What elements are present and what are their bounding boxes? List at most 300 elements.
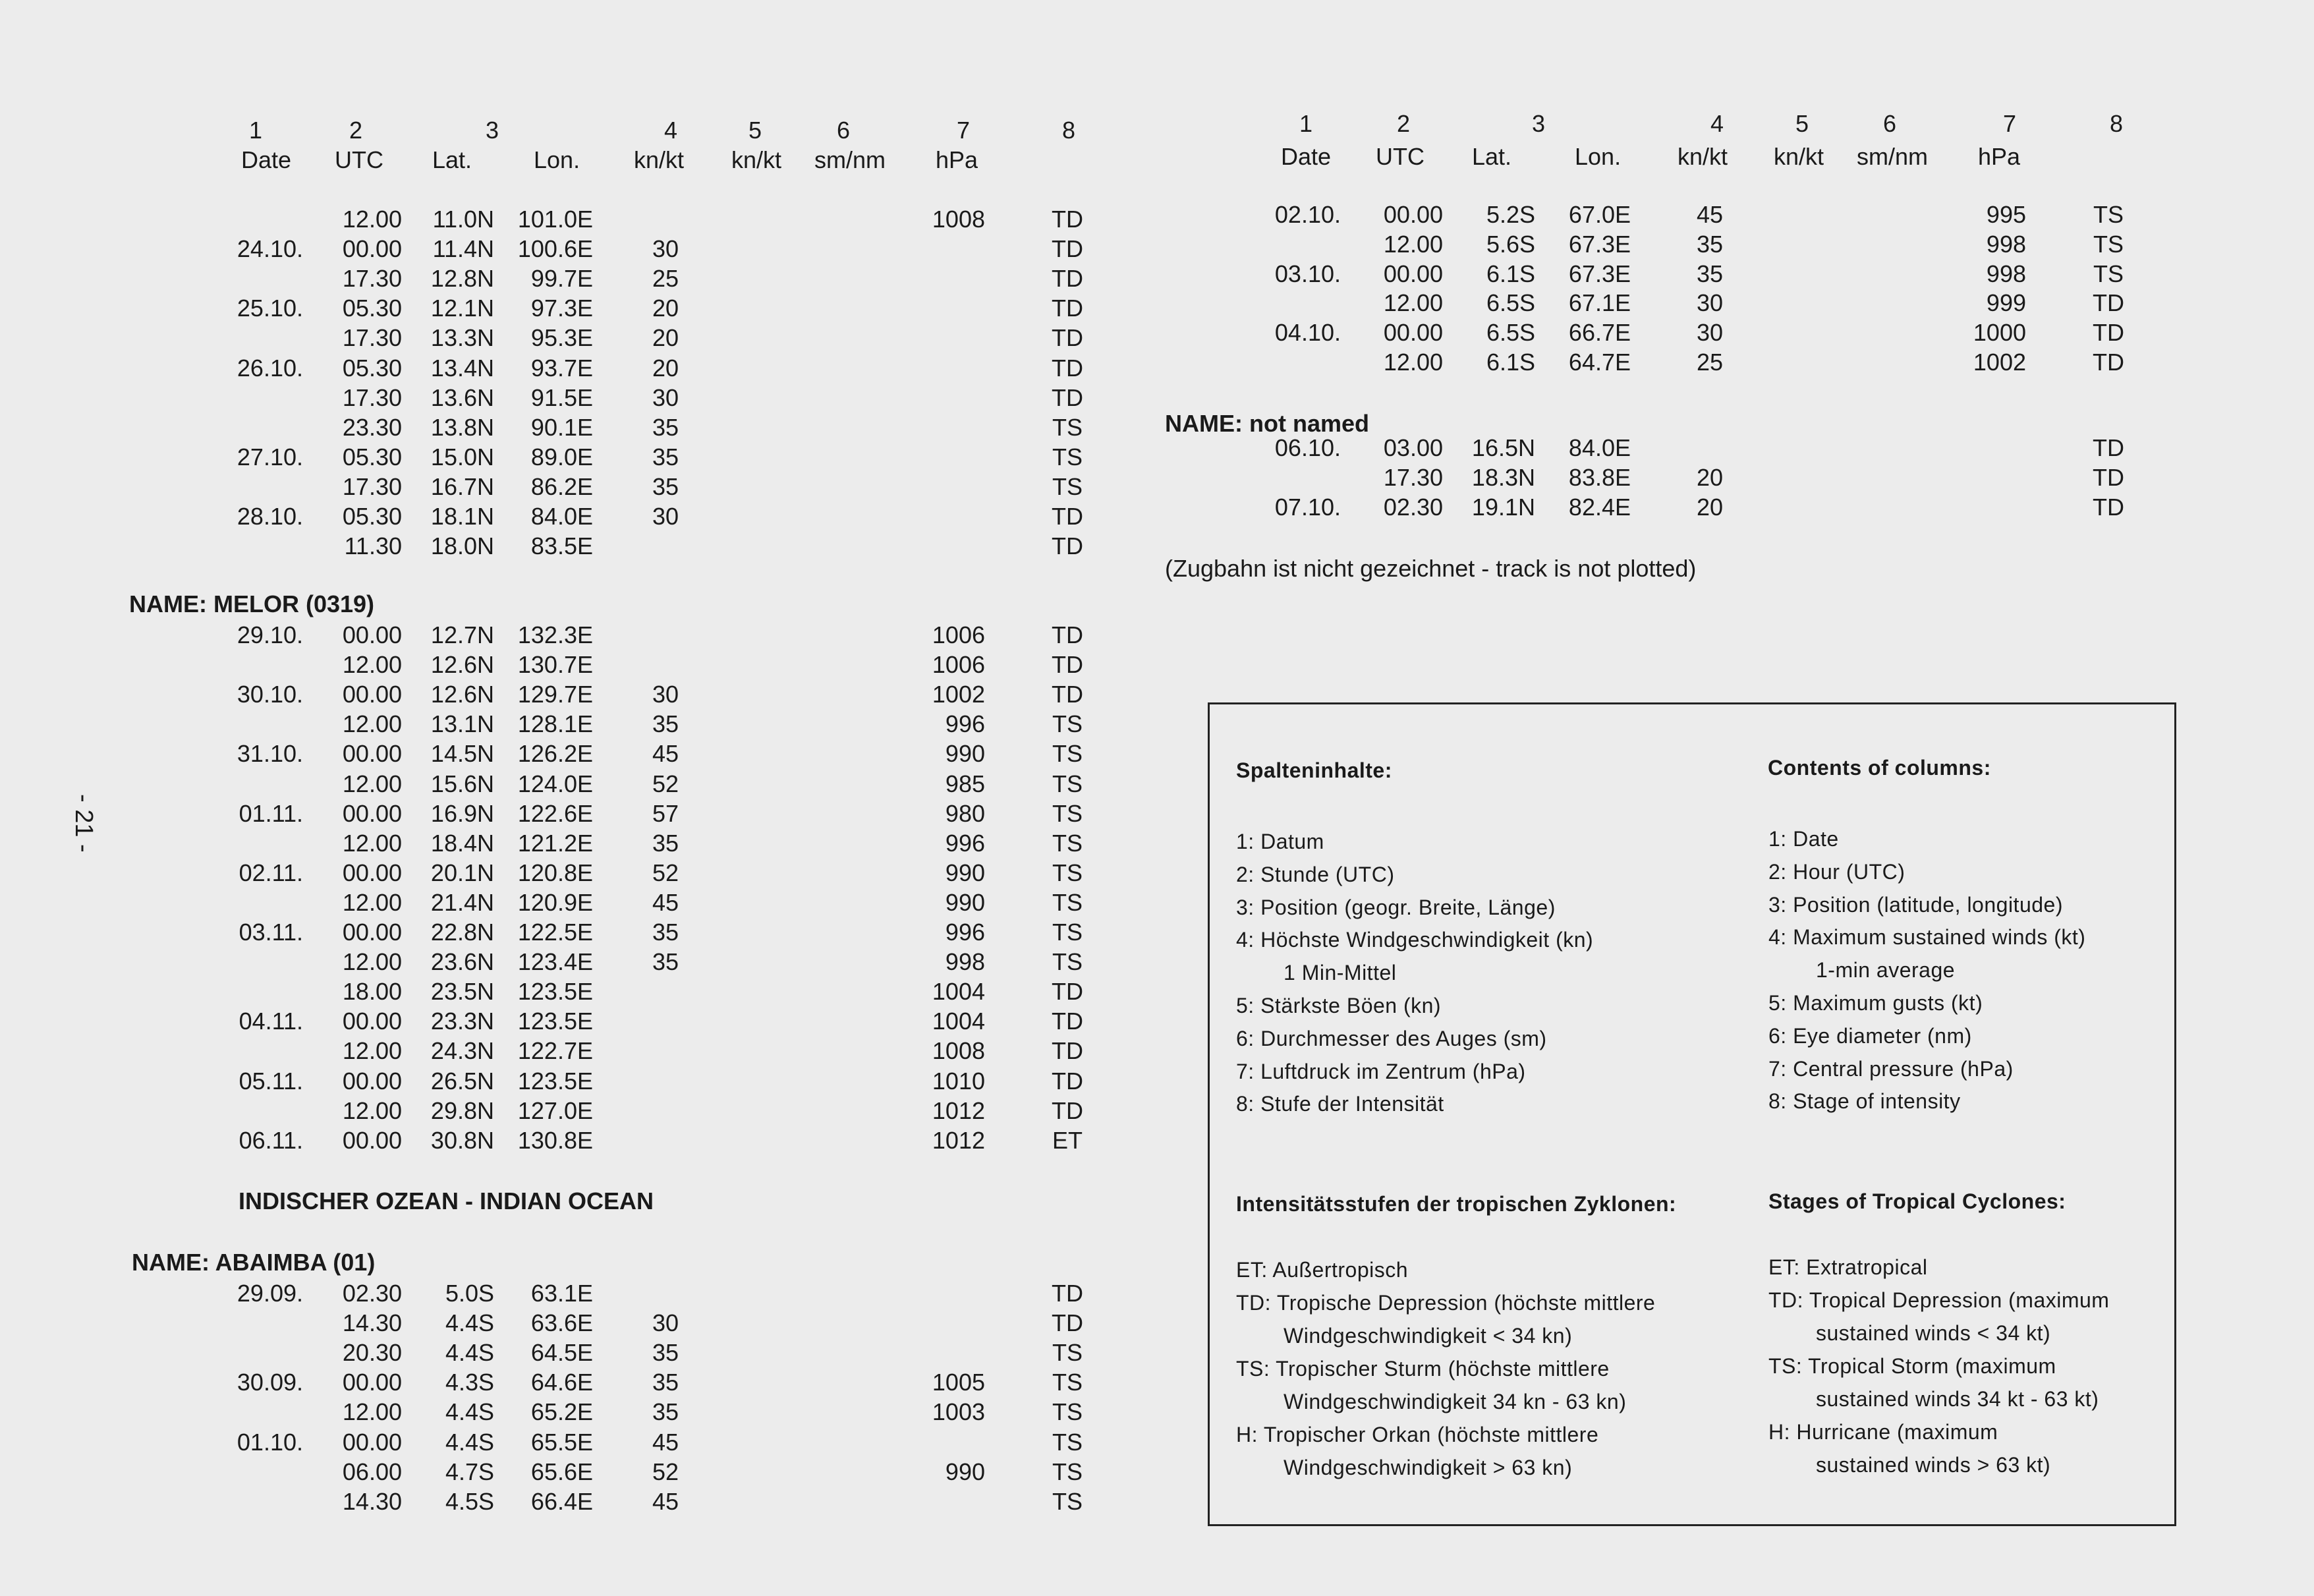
header-num: 1 xyxy=(1299,110,1313,137)
cell-utc: 12.00 xyxy=(1383,349,1443,376)
cell-stage: TS xyxy=(1052,1369,1083,1396)
table-row xyxy=(0,353,1146,383)
legend-line: Windgeschwindigkeit 34 kn - 63 kn) xyxy=(1284,1390,1627,1413)
cell-lat: 18.0N xyxy=(430,532,494,560)
cell-kn: 45 xyxy=(652,1428,679,1456)
table-row xyxy=(0,977,1146,1006)
cell-lon: 97.3E xyxy=(530,295,593,322)
cell-stage: TD xyxy=(1052,206,1083,233)
table-row xyxy=(0,650,1146,679)
cell-lat: 5.2S xyxy=(1486,201,1535,228)
cell-lon: 130.8E xyxy=(517,1126,593,1154)
header-num: 8 xyxy=(2110,110,2124,137)
header-num: 8 xyxy=(1062,117,1076,144)
legend-line: sustained winds < 34 kt) xyxy=(1816,1321,2051,1345)
cell-utc: 17.30 xyxy=(342,265,402,293)
page-number: - 21 - xyxy=(70,794,98,853)
header-num: 5 xyxy=(1795,110,1809,137)
cell-lon: 123.5E xyxy=(517,1067,593,1095)
table-row xyxy=(0,769,1146,799)
cell-lat: 4.3S xyxy=(445,1369,494,1396)
cell-utc: 12.00 xyxy=(342,206,402,233)
legend-line: 4: Maximum sustained winds (kt) xyxy=(1768,925,2086,950)
cell-date: 06.10. xyxy=(1274,434,1341,461)
legend-line: 3: Position (geogr. Breite, Länge) xyxy=(1236,895,1556,919)
cell-lon: 126.2E xyxy=(517,740,593,768)
cell-lon: 84.0E xyxy=(1568,434,1631,461)
storm-name-not-named: NAME: not named xyxy=(1165,410,1369,437)
header-label: UTC xyxy=(335,146,383,173)
cell-lat: 12.1N xyxy=(430,295,494,322)
cell-utc: 00.00 xyxy=(342,1008,402,1035)
cell-stage: TD xyxy=(1052,324,1083,352)
cell-lat: 4.4S xyxy=(445,1339,494,1367)
cell-utc: 00.00 xyxy=(342,740,402,768)
cell-lat: 18.4N xyxy=(430,829,494,857)
legend-line: 7: Central pressure (hPa) xyxy=(1768,1056,2014,1081)
table-row xyxy=(0,293,1146,323)
cell-hpa: 1002 xyxy=(932,681,985,708)
cell-utc: 14.30 xyxy=(342,1309,402,1337)
cell-hpa: 998 xyxy=(1986,230,2026,258)
cell-lat: 4.4S xyxy=(445,1309,494,1337)
table-row xyxy=(0,828,1146,858)
cell-lon: 100.6E xyxy=(517,235,593,263)
cell-stage: TS xyxy=(2093,230,2124,258)
cell-hpa: 999 xyxy=(1986,289,2026,317)
cell-lat: 16.5N xyxy=(1471,434,1535,461)
cell-utc: 12.00 xyxy=(342,888,402,916)
cell-utc: 11.30 xyxy=(344,532,402,560)
cell-lon: 124.0E xyxy=(517,770,593,797)
cell-lon: 122.6E xyxy=(517,799,593,827)
cell-stage: TD xyxy=(2093,434,2124,461)
cell-kn: 35 xyxy=(652,1398,679,1426)
cell-stage: TS xyxy=(2093,201,2124,228)
cell-stage: TD xyxy=(1052,1067,1083,1095)
cell-utc: 17.30 xyxy=(1383,464,1443,491)
cell-hpa: 1008 xyxy=(932,206,985,233)
cell-stage: TS xyxy=(1052,770,1083,797)
cell-date: 24.10. xyxy=(237,235,303,263)
cell-kn: 30 xyxy=(652,503,679,530)
cell-hpa: 1012 xyxy=(932,1126,985,1154)
storm-name-abaimba: NAME: ABAIMBA (01) xyxy=(132,1249,376,1276)
cell-utc: 12.00 xyxy=(342,1398,402,1426)
cell-lon: 83.8E xyxy=(1568,464,1631,491)
table-row xyxy=(0,383,1146,413)
cell-stage: TD xyxy=(1052,1309,1083,1337)
header-numbers xyxy=(1146,109,2314,138)
cell-hpa: 1012 xyxy=(932,1097,985,1124)
table-row xyxy=(0,1338,1146,1367)
cell-kn: 35 xyxy=(652,948,679,976)
cell-lon: 66.7E xyxy=(1568,319,1631,347)
cell-stage: TD xyxy=(2093,319,2124,347)
cell-lat: 13.4N xyxy=(430,354,494,382)
cell-lon: 64.7E xyxy=(1568,349,1631,376)
table-row xyxy=(0,501,1146,531)
cell-lon: 65.2E xyxy=(530,1398,593,1426)
cell-date: 03.10. xyxy=(1274,260,1341,287)
cell-kn: 35 xyxy=(652,1339,679,1367)
cell-stage: TD xyxy=(1052,621,1083,648)
cell-date: 07.10. xyxy=(1274,494,1341,521)
header-num: 4 xyxy=(1710,110,1724,137)
cell-stage: TD xyxy=(1052,265,1083,293)
cell-utc: 00.00 xyxy=(342,919,402,946)
legend-line: 1-min average xyxy=(1816,958,1956,983)
cell-hpa: 990 xyxy=(945,740,985,768)
cell-stage: TD xyxy=(1052,651,1083,679)
header-num: 6 xyxy=(837,117,851,144)
cell-hpa: 1002 xyxy=(1973,349,2026,376)
cell-stage: TS xyxy=(1052,443,1083,470)
cell-stage: TS xyxy=(1052,799,1083,827)
legend-line: TS: Tropischer Sturm (höchste mittlere xyxy=(1236,1357,1610,1381)
cell-kn: 35 xyxy=(652,919,679,946)
cell-lon: 120.8E xyxy=(517,859,593,886)
cell-lat: 11.0N xyxy=(432,206,494,233)
header-labels xyxy=(0,145,1146,175)
table-row xyxy=(1146,259,2314,289)
cell-lat: 6.5S xyxy=(1486,289,1535,317)
cell-lat: 21.4N xyxy=(430,888,494,916)
cell-lat: 29.8N xyxy=(430,1097,494,1124)
cell-lat: 6.1S xyxy=(1486,260,1535,287)
cell-kn: 45 xyxy=(652,1487,679,1515)
cell-kn: 35 xyxy=(1696,260,1724,287)
cell-utc: 00.00 xyxy=(342,235,402,263)
cell-utc: 00.00 xyxy=(1383,260,1443,287)
cell-date: 03.11. xyxy=(239,919,303,946)
cell-stage: TS xyxy=(1052,740,1083,768)
legend-line: 8: Stage of intensity xyxy=(1768,1089,1961,1114)
cell-kn: 30 xyxy=(1696,289,1724,317)
header-label: kn/kt xyxy=(1774,143,1824,170)
cell-date: 25.10. xyxy=(237,295,303,322)
cell-lat: 19.1N xyxy=(1471,494,1535,521)
cell-lon: 95.3E xyxy=(530,324,593,352)
cell-hpa: 980 xyxy=(945,799,985,827)
cell-utc: 00.00 xyxy=(1383,201,1443,228)
legend-line: 1: Date xyxy=(1768,827,1839,851)
cell-stage: TD xyxy=(1052,1280,1083,1307)
cell-lat: 13.3N xyxy=(430,324,494,352)
cell-lat: 18.1N xyxy=(430,503,494,530)
cell-lat: 12.7N xyxy=(430,621,494,648)
header-label: kn/kt xyxy=(634,146,685,173)
cell-hpa: 1004 xyxy=(932,978,985,1006)
header-num: 2 xyxy=(349,117,363,144)
legend-line: H: Hurricane (maximum xyxy=(1768,1420,1998,1444)
cell-utc: 00.00 xyxy=(342,1428,402,1456)
header-num: 5 xyxy=(748,117,762,144)
legend-line: 1 Min-Mittel xyxy=(1284,961,1397,985)
legend-line: TD: Tropical Depression (maximum xyxy=(1768,1288,2110,1312)
cell-stage: TD xyxy=(2093,494,2124,521)
cell-stage: TS xyxy=(1052,829,1083,857)
cell-lon: 120.9E xyxy=(517,888,593,916)
cell-utc: 12.00 xyxy=(342,710,402,738)
cell-kn: 30 xyxy=(1696,319,1724,347)
cell-kn: 20 xyxy=(652,324,679,352)
header-num: 1 xyxy=(249,117,263,144)
cell-lat: 5.0S xyxy=(445,1280,494,1307)
cell-utc: 23.30 xyxy=(342,413,402,441)
cell-utc: 17.30 xyxy=(342,324,402,352)
legend-line: TS: Tropical Storm (maximum xyxy=(1768,1354,2056,1378)
header-num: 2 xyxy=(1397,110,1411,137)
cell-lat: 4.7S xyxy=(445,1458,494,1485)
cell-lon: 67.3E xyxy=(1568,230,1631,258)
cell-kn: 35 xyxy=(652,829,679,857)
legend-line: 1: Datum xyxy=(1236,830,1324,853)
cell-lon: 63.1E xyxy=(530,1280,593,1307)
legend-line: ET: Extratropical xyxy=(1768,1255,1928,1279)
cell-lon: 64.5E xyxy=(530,1339,593,1367)
cell-utc: 05.30 xyxy=(342,295,402,322)
table-row xyxy=(0,472,1146,501)
cell-stage: TS xyxy=(1052,919,1083,946)
table-row xyxy=(0,323,1146,353)
cell-stage: TD xyxy=(1052,978,1083,1006)
cell-kn: 35 xyxy=(652,472,679,500)
cell-kn: 52 xyxy=(652,1458,679,1485)
ocean-title: INDISCHER OZEAN - INDIAN OCEAN xyxy=(239,1187,654,1214)
cell-hpa: 1008 xyxy=(932,1037,985,1065)
cell-lat: 11.4N xyxy=(432,235,494,263)
header-num: 7 xyxy=(2003,110,2017,137)
cell-utc: 05.30 xyxy=(342,443,402,470)
header-num: 4 xyxy=(664,117,678,144)
table-row xyxy=(0,1006,1146,1036)
legend-en-stages-title: Stages of Tropical Cyclones: xyxy=(1768,1189,2066,1213)
table-row xyxy=(1146,463,2314,492)
cell-stage: TD xyxy=(1052,354,1083,382)
table-row xyxy=(0,1066,1146,1096)
cell-lat: 4.4S xyxy=(445,1428,494,1456)
cell-lat: 16.9N xyxy=(430,799,494,827)
cell-stage: TD xyxy=(1052,503,1083,530)
cell-utc: 02.30 xyxy=(342,1280,402,1307)
table-row xyxy=(0,264,1146,293)
cell-kn: 20 xyxy=(1696,494,1724,521)
legend-line: 6: Eye diameter (nm) xyxy=(1768,1023,1972,1048)
cell-utc: 18.00 xyxy=(342,978,402,1006)
legend-line: H: Tropischer Orkan (höchste mittlere xyxy=(1236,1423,1599,1446)
table-row xyxy=(0,1096,1146,1126)
table-row xyxy=(1146,347,2314,377)
cell-lon: 89.0E xyxy=(530,443,593,470)
cell-lon: 122.5E xyxy=(517,919,593,946)
legend-line: 6: Durchmesser des Auges (sm) xyxy=(1236,1026,1547,1050)
table-row xyxy=(0,947,1146,977)
track-note: (Zugbahn ist nicht gezeichnet - track is not plotted) xyxy=(1165,555,1697,582)
table-row xyxy=(0,204,1146,234)
cell-stage: TD xyxy=(1052,235,1083,263)
cell-lat: 26.5N xyxy=(430,1067,494,1095)
cell-stage: TD xyxy=(1052,1037,1083,1065)
table-row xyxy=(1146,492,2314,522)
cell-lat: 24.3N xyxy=(430,1037,494,1065)
cell-stage: TD xyxy=(2093,349,2124,376)
cell-lat: 6.5S xyxy=(1486,319,1535,347)
cell-lat: 6.1S xyxy=(1486,349,1535,376)
cell-lat: 5.6S xyxy=(1486,230,1535,258)
cell-lon: 65.5E xyxy=(530,1428,593,1456)
header-num: 7 xyxy=(957,117,971,144)
legend-line: 2: Hour (UTC) xyxy=(1768,859,1905,884)
cell-lon: 132.3E xyxy=(517,621,593,648)
table-row xyxy=(1146,288,2314,318)
table-row xyxy=(0,679,1146,709)
header-label: Lon. xyxy=(1575,143,1622,170)
cell-lat: 14.5N xyxy=(430,740,494,768)
table-row xyxy=(1146,200,2314,229)
cell-kn: 25 xyxy=(1696,349,1724,376)
cell-hpa: 998 xyxy=(1986,260,2026,287)
legend-line: 2: Stunde (UTC) xyxy=(1236,862,1395,886)
cell-utc: 02.30 xyxy=(1383,494,1443,521)
cell-utc: 06.00 xyxy=(342,1458,402,1485)
cell-utc: 12.00 xyxy=(1383,289,1443,317)
cell-kn: 30 xyxy=(652,681,679,708)
cell-stage: ET xyxy=(1052,1126,1083,1154)
cell-stage: TD xyxy=(1052,384,1083,411)
cell-kn: 30 xyxy=(652,384,679,411)
cell-utc: 20.30 xyxy=(342,1339,402,1367)
cell-lon: 93.7E xyxy=(530,354,593,382)
cell-kn: 20 xyxy=(652,295,679,322)
header-label: Date xyxy=(1281,143,1332,170)
header-label: Lat. xyxy=(432,146,472,173)
legend-line: Windgeschwindigkeit < 34 kn) xyxy=(1284,1324,1573,1348)
cell-date: 26.10. xyxy=(237,354,303,382)
table-row xyxy=(0,1126,1146,1155)
cell-lon: 123.5E xyxy=(517,1008,593,1035)
cell-stage: TD xyxy=(1052,1097,1083,1124)
cell-date: 29.09. xyxy=(237,1280,303,1307)
cell-stage: TS xyxy=(1052,413,1083,441)
cell-date: 06.11. xyxy=(239,1126,303,1154)
legend-line: 5: Stärkste Böen (kn) xyxy=(1236,994,1442,1017)
cell-date: 02.10. xyxy=(1274,201,1341,228)
cell-kn: 30 xyxy=(652,1309,679,1337)
table-row xyxy=(0,917,1146,947)
table-row xyxy=(0,888,1146,917)
cell-date: 30.09. xyxy=(237,1369,303,1396)
table-row xyxy=(1146,433,2314,463)
header-label: Lat. xyxy=(1472,143,1512,170)
cell-utc: 00.00 xyxy=(342,621,402,648)
cell-lon: 91.5E xyxy=(530,384,593,411)
cell-kn: 45 xyxy=(1696,201,1724,228)
cell-stage: TS xyxy=(1052,472,1083,500)
cell-lon: 123.5E xyxy=(517,978,593,1006)
cell-stage: TS xyxy=(2093,260,2124,287)
cell-utc: 12.00 xyxy=(342,829,402,857)
cell-date: 30.10. xyxy=(237,681,303,708)
table-row xyxy=(0,442,1146,472)
cell-date: 29.10. xyxy=(237,621,303,648)
cell-lon: 86.2E xyxy=(530,472,593,500)
legend-line: TD: Tropische Depression (höchste mittlere xyxy=(1236,1291,1656,1315)
cell-lat: 12.6N xyxy=(430,681,494,708)
legend-line: Windgeschwindigkeit > 63 kn) xyxy=(1284,1456,1573,1479)
cell-lat: 30.8N xyxy=(430,1126,494,1154)
cell-utc: 14.30 xyxy=(342,1487,402,1515)
cell-utc: 00.00 xyxy=(342,859,402,886)
table-row xyxy=(1146,229,2314,259)
cell-utc: 05.30 xyxy=(342,503,402,530)
cell-lat: 20.1N xyxy=(430,859,494,886)
cell-utc: 00.00 xyxy=(342,681,402,708)
legend-line: sustained winds > 63 kt) xyxy=(1816,1453,2051,1477)
cell-utc: 12.00 xyxy=(342,1097,402,1124)
cell-lon: 82.4E xyxy=(1568,494,1631,521)
cell-date: 04.10. xyxy=(1274,319,1341,347)
cell-stage: TS xyxy=(1052,1487,1083,1515)
cell-kn: 35 xyxy=(652,710,679,738)
cell-lat: 13.8N xyxy=(430,413,494,441)
legend-line: ET: Außertropisch xyxy=(1236,1258,1409,1282)
table-row xyxy=(0,709,1146,739)
cell-stage: TS xyxy=(1052,710,1083,738)
table-row xyxy=(0,1457,1146,1487)
cell-lat: 16.7N xyxy=(430,472,494,500)
cell-stage: TS xyxy=(1052,1458,1083,1485)
cell-lon: 83.5E xyxy=(530,532,593,560)
cell-kn: 35 xyxy=(652,1369,679,1396)
left-column xyxy=(0,0,1146,1596)
cell-lat: 4.4S xyxy=(445,1398,494,1426)
cell-lat: 4.5S xyxy=(445,1487,494,1515)
legend-de-stages-title: Intensitätsstufen der tropischen Zyklonen: xyxy=(1236,1192,1677,1216)
header-label: sm/nm xyxy=(814,146,886,173)
cell-hpa: 990 xyxy=(945,859,985,886)
cell-stage: TS xyxy=(1052,859,1083,886)
cell-hpa: 990 xyxy=(945,888,985,916)
table-row xyxy=(0,739,1146,768)
cell-hpa: 1000 xyxy=(1973,319,2026,347)
legend-line: 7: Luftdruck im Zentrum (hPa) xyxy=(1236,1059,1526,1083)
table-row xyxy=(0,1397,1146,1427)
cell-utc: 12.00 xyxy=(342,651,402,679)
cell-stage: TS xyxy=(1052,948,1083,976)
cell-lon: 67.1E xyxy=(1568,289,1631,317)
cell-stage: TD xyxy=(2093,289,2124,317)
header-label: hPa xyxy=(1978,143,2021,170)
cell-kn: 35 xyxy=(652,443,679,470)
header-label: hPa xyxy=(936,146,978,173)
legend-line: sustained winds 34 kt - 63 kt) xyxy=(1816,1387,2099,1411)
cell-stage: TD xyxy=(1052,532,1083,560)
cell-utc: 05.30 xyxy=(342,354,402,382)
cell-lat: 12.8N xyxy=(430,265,494,293)
cell-hpa: 1006 xyxy=(932,621,985,648)
cell-date: 05.11. xyxy=(239,1067,303,1095)
cell-hpa: 998 xyxy=(945,948,985,976)
cell-date: 01.11. xyxy=(239,799,303,827)
cell-utc: 00.00 xyxy=(342,1126,402,1154)
cell-utc: 17.30 xyxy=(342,472,402,500)
table-row xyxy=(0,413,1146,442)
cell-stage: TD xyxy=(1052,1008,1083,1035)
cell-utc: 12.00 xyxy=(342,1037,402,1065)
cell-stage: TS xyxy=(1052,888,1083,916)
header-num: 6 xyxy=(1883,110,1897,137)
